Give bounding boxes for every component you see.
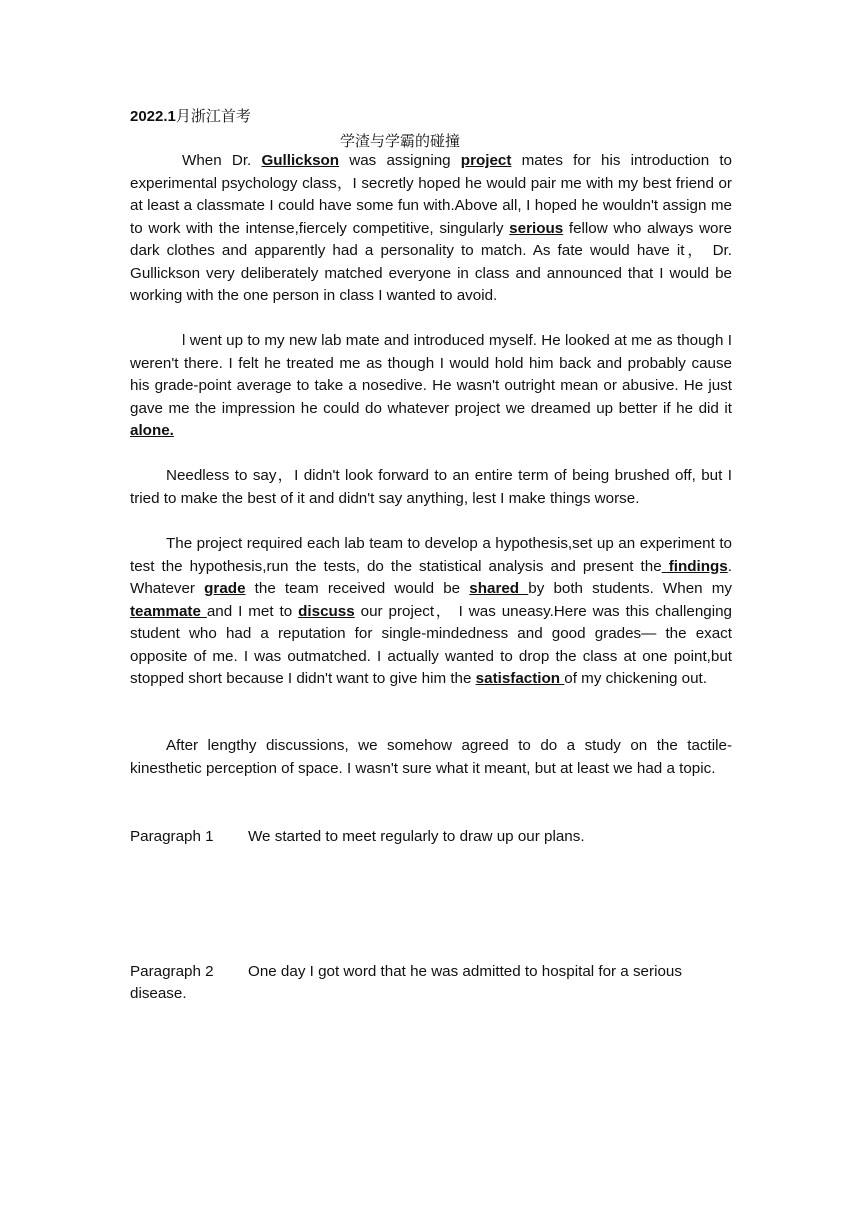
text-run: was assigning [339, 152, 461, 169]
text-run: l went up to my new lab mate and introduced myself. He looked at me as though I weren't there. I felt he treated me as though I would hold him back and probably cause his grade-point average to take a nosedive. He wasn't outright mean or abusive. He just gave me the impression he could do whatever project we dreamed up better if he did it [130, 332, 732, 417]
text-run: Needless to say，I didn't look forward to an entire term of being brushed off, but I tried to make the best of it and didn't say anything, lest I make things worse. [130, 467, 732, 507]
paragraph-2 [130, 330, 732, 443]
text-run: and I met to [206, 602, 299, 620]
keyword-project: project [460, 152, 512, 169]
keyword-satisfaction: satisfaction [475, 670, 565, 687]
paragraph-3 [130, 465, 732, 510]
keyword-grade: grade [204, 580, 246, 597]
keyword-serious: serious [509, 219, 564, 237]
exam-label: 月浙江首考 [175, 108, 251, 125]
text-run: our project， I was uneasy.Here was this challenging student who had a reputation for single-mindedness and good grades— the exact opposite of me. I was outmatched. I actually wanted to drop the class at one point,but stopped short because I didn't want to give him the [130, 602, 732, 687]
prompt-1-text: We started to meet regularly to draw up our plans. [248, 828, 585, 845]
text-run: by both students. When my [528, 580, 733, 597]
prompt-2-continuation: disease. [130, 985, 187, 1002]
prompt-1-label: Paragraph 1 [130, 828, 214, 845]
prompt-2-text: One day I got word that he was admitted to hospital for a serious [248, 963, 682, 980]
paragraph-1 [130, 150, 732, 308]
exam-header [130, 105, 251, 126]
keyword-findings: findings [661, 557, 728, 575]
text-run: The project required each lab team to develop a hypothesis,set up an experiment to test the hypothesis,run the tests, do the statistical analysis and present the [130, 535, 732, 575]
text-run: After lengthy discussions, we somehow agreed to do a study on the tactile-kinesthetic perception of space. I wasn't sure what it meant, but at least we had a topic. [130, 737, 732, 777]
text-run: of my chickening out. [564, 670, 707, 687]
document-title: 学渣与学霸的碰撞 [339, 133, 460, 150]
paragraph-5 [130, 735, 732, 780]
keyword-gullickson: Gullickson [261, 152, 340, 169]
keyword-teammate: teammate [130, 602, 207, 620]
text-run: fellow who always wore dark clothes and apparently had a personality to match. As fate would have it， Dr. Gullickson very deliberately matched everyone in class and announced that I would be working with the one person in class I wanted to avoid. [130, 219, 732, 304]
text-run: the team received would be [245, 580, 470, 597]
keyword-shared: shared [469, 580, 529, 597]
paragraph-4 [130, 533, 732, 691]
keyword-alone: alone. [130, 422, 174, 439]
prompt-2-label: Paragraph 2 [130, 963, 214, 980]
text-run: When Dr. [182, 152, 262, 169]
exam-year: 2022.1 [130, 108, 176, 125]
text-run: . Whatever [130, 557, 732, 597]
keyword-discuss: discuss [298, 602, 355, 620]
text-run: mates for his introduction to experimental psychology class，I secretly hoped he would pair me with my best friend or at least a classmate I could have some fun with.Above all, I hoped he wouldn't assign me to work with the intense,fiercely competitive, singularly [130, 152, 732, 237]
